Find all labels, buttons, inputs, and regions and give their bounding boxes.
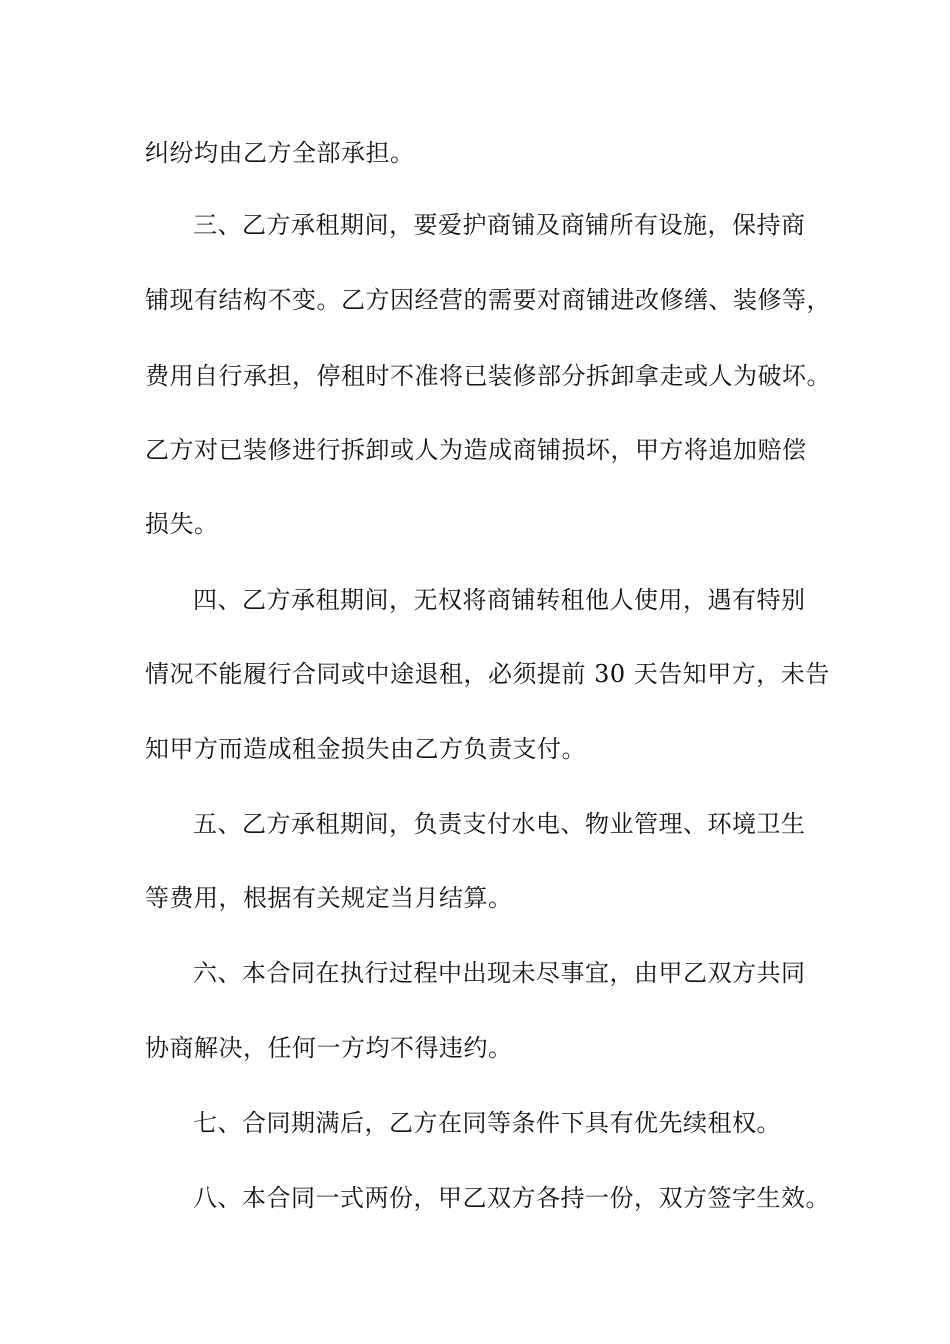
text-line: 协商解决，任何一方均不得违约。 — [145, 1034, 513, 1062]
text-line: 纠纷均由乙方全部承担。 — [145, 139, 415, 167]
paragraph-5-start: 五、乙方承租期间，负责支付水电、物业管理、环境卫生 — [193, 810, 806, 838]
text-line: 等费用，根据有关规定当月结算。 — [145, 884, 513, 912]
text-line: 情况不能履行合同或中途退租，必须提前 30 天告知甲方，未告 — [145, 660, 830, 688]
paragraph-8: 八、本合同一式两份，甲乙双方各持一份，双方签字生效。 — [193, 1184, 830, 1212]
text-line: 乙方对已装修进行拆卸或人为造成商铺损坏，甲方将追加赔偿 — [145, 436, 807, 464]
paragraph-6-start: 六、本合同在执行过程中出现未尽事宜，由甲乙双方共同 — [193, 959, 806, 987]
paragraph-4-start: 四、乙方承租期间，无权将商铺转租他人使用，遇有特别 — [193, 586, 806, 614]
paragraph-7: 七、合同期满后，乙方在同等条件下具有优先续租权。 — [193, 1109, 781, 1137]
text-line: 费用自行承担，停租时不准将已装修部分拆卸拿走或人为破坏。 — [145, 362, 831, 390]
text-line: 损失。 — [145, 510, 219, 538]
paragraph-3-start: 三、乙方承租期间，要爱护商铺及商铺所有设施，保持商 — [193, 211, 806, 239]
text-line: 铺现有结构不变。乙方因经营的需要对商铺进改修缮、装修等， — [145, 286, 831, 314]
text-line: 知甲方而造成租金损失由乙方负责支付。 — [145, 735, 586, 763]
